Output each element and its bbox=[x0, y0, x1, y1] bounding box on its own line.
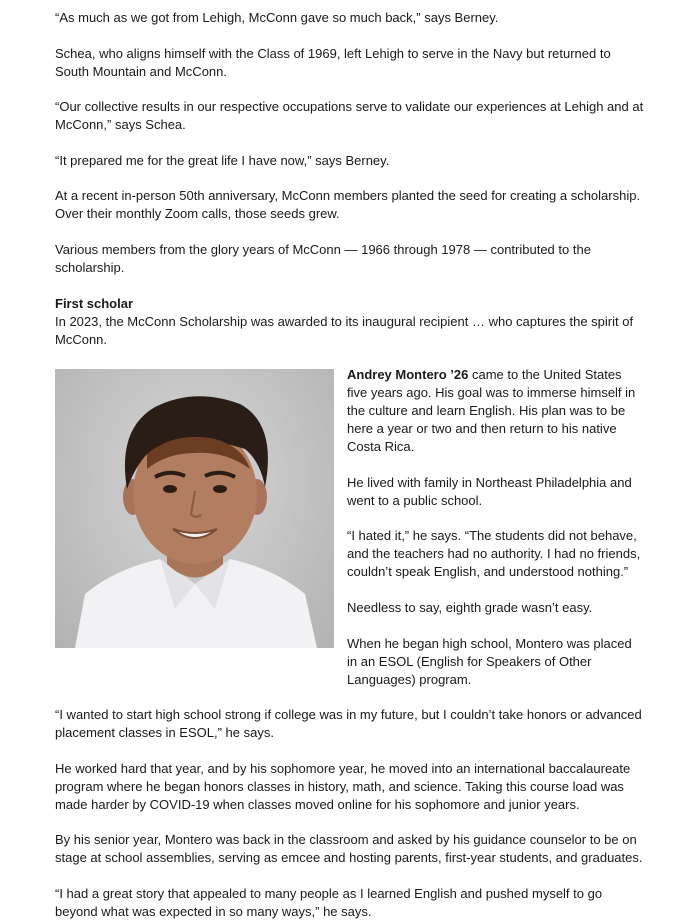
paragraph: When he began high school, Montero was placed in an ESOL (English for Speakers of Other Languages) program. bbox=[347, 635, 632, 687]
paragraph: At a recent in-person 50th anniversary, McConn members planted the seed for creating a scholarship. Over their monthly Zoom calls, those seeds grew. bbox=[55, 188, 641, 222]
portrait-illustration bbox=[55, 369, 334, 648]
paragraph: “It prepared me for the great life I have now,” says Berney. bbox=[55, 152, 390, 168]
paragraph: Various members from the glory years of McConn — 1966 through 1978 — contributed to the scholarship. bbox=[55, 241, 591, 275]
paragraph: Schea, who aligns himself with the Class of 1969, left Lehigh to serve in the Navy but returned to South Mountain and McConn. bbox=[55, 45, 611, 79]
paragraph-text: came to the United States five years ago. His goal was to immerse himself in the culture and learn English. His plan was to be here a year or two and then return to his native Costa Rica. bbox=[347, 367, 636, 455]
section-intro: In 2023, the McConn Scholarship was awarded to its inaugural recipient … who captures the spirit of McConn. bbox=[55, 313, 634, 347]
portrait-photo bbox=[55, 369, 334, 648]
profile-feature bbox=[55, 366, 645, 688]
feature-text bbox=[347, 366, 645, 688]
paragraph: “I had a great story that appealed to many people as I learned English and pushed myself to go beyond what was expected in so many ways,” he says. bbox=[55, 885, 603, 919]
paragraph bbox=[347, 366, 645, 456]
paragraph: “Our collective results in our respective occupations serve to validate our experiences at Lehigh and at McConn,” says Schea. bbox=[55, 99, 644, 133]
paragraph: He worked hard that year, and by his sophomore year, he moved into an international baccalaureate program where he began honors classes in history, math, and science. Taking this course load was made harder by COVID-19 when classes moved online for his sophomore and junior years. bbox=[55, 760, 631, 812]
student-name: Andrey Montero ’26 bbox=[347, 367, 469, 383]
paragraph: By his senior year, Montero was back in the classroom and asked by his guidance counselor to be on stage at school assemblies, serving as emcee and hosting parents, first-year students, and graduates. bbox=[55, 832, 643, 866]
paragraph: “I hated it,” he says. “The students did not behave, and the teachers had no authority. I had no friends, couldn’t speak English, and understood nothing.” bbox=[347, 528, 641, 580]
paragraph: Needless to say, eighth grade wasn’t easy. bbox=[347, 599, 593, 615]
paragraph: “As much as we got from Lehigh, McConn gave so much back,” says Berney. bbox=[55, 10, 499, 25]
paragraph: “I wanted to start high school strong if college was in my future, but I couldn’t take honors or advanced placement classes in ESOL,” he says. bbox=[55, 707, 642, 741]
paragraph: He lived with family in Northeast Philadelphia and went to a public school. bbox=[347, 474, 632, 508]
section-heading: First scholar bbox=[55, 295, 134, 311]
